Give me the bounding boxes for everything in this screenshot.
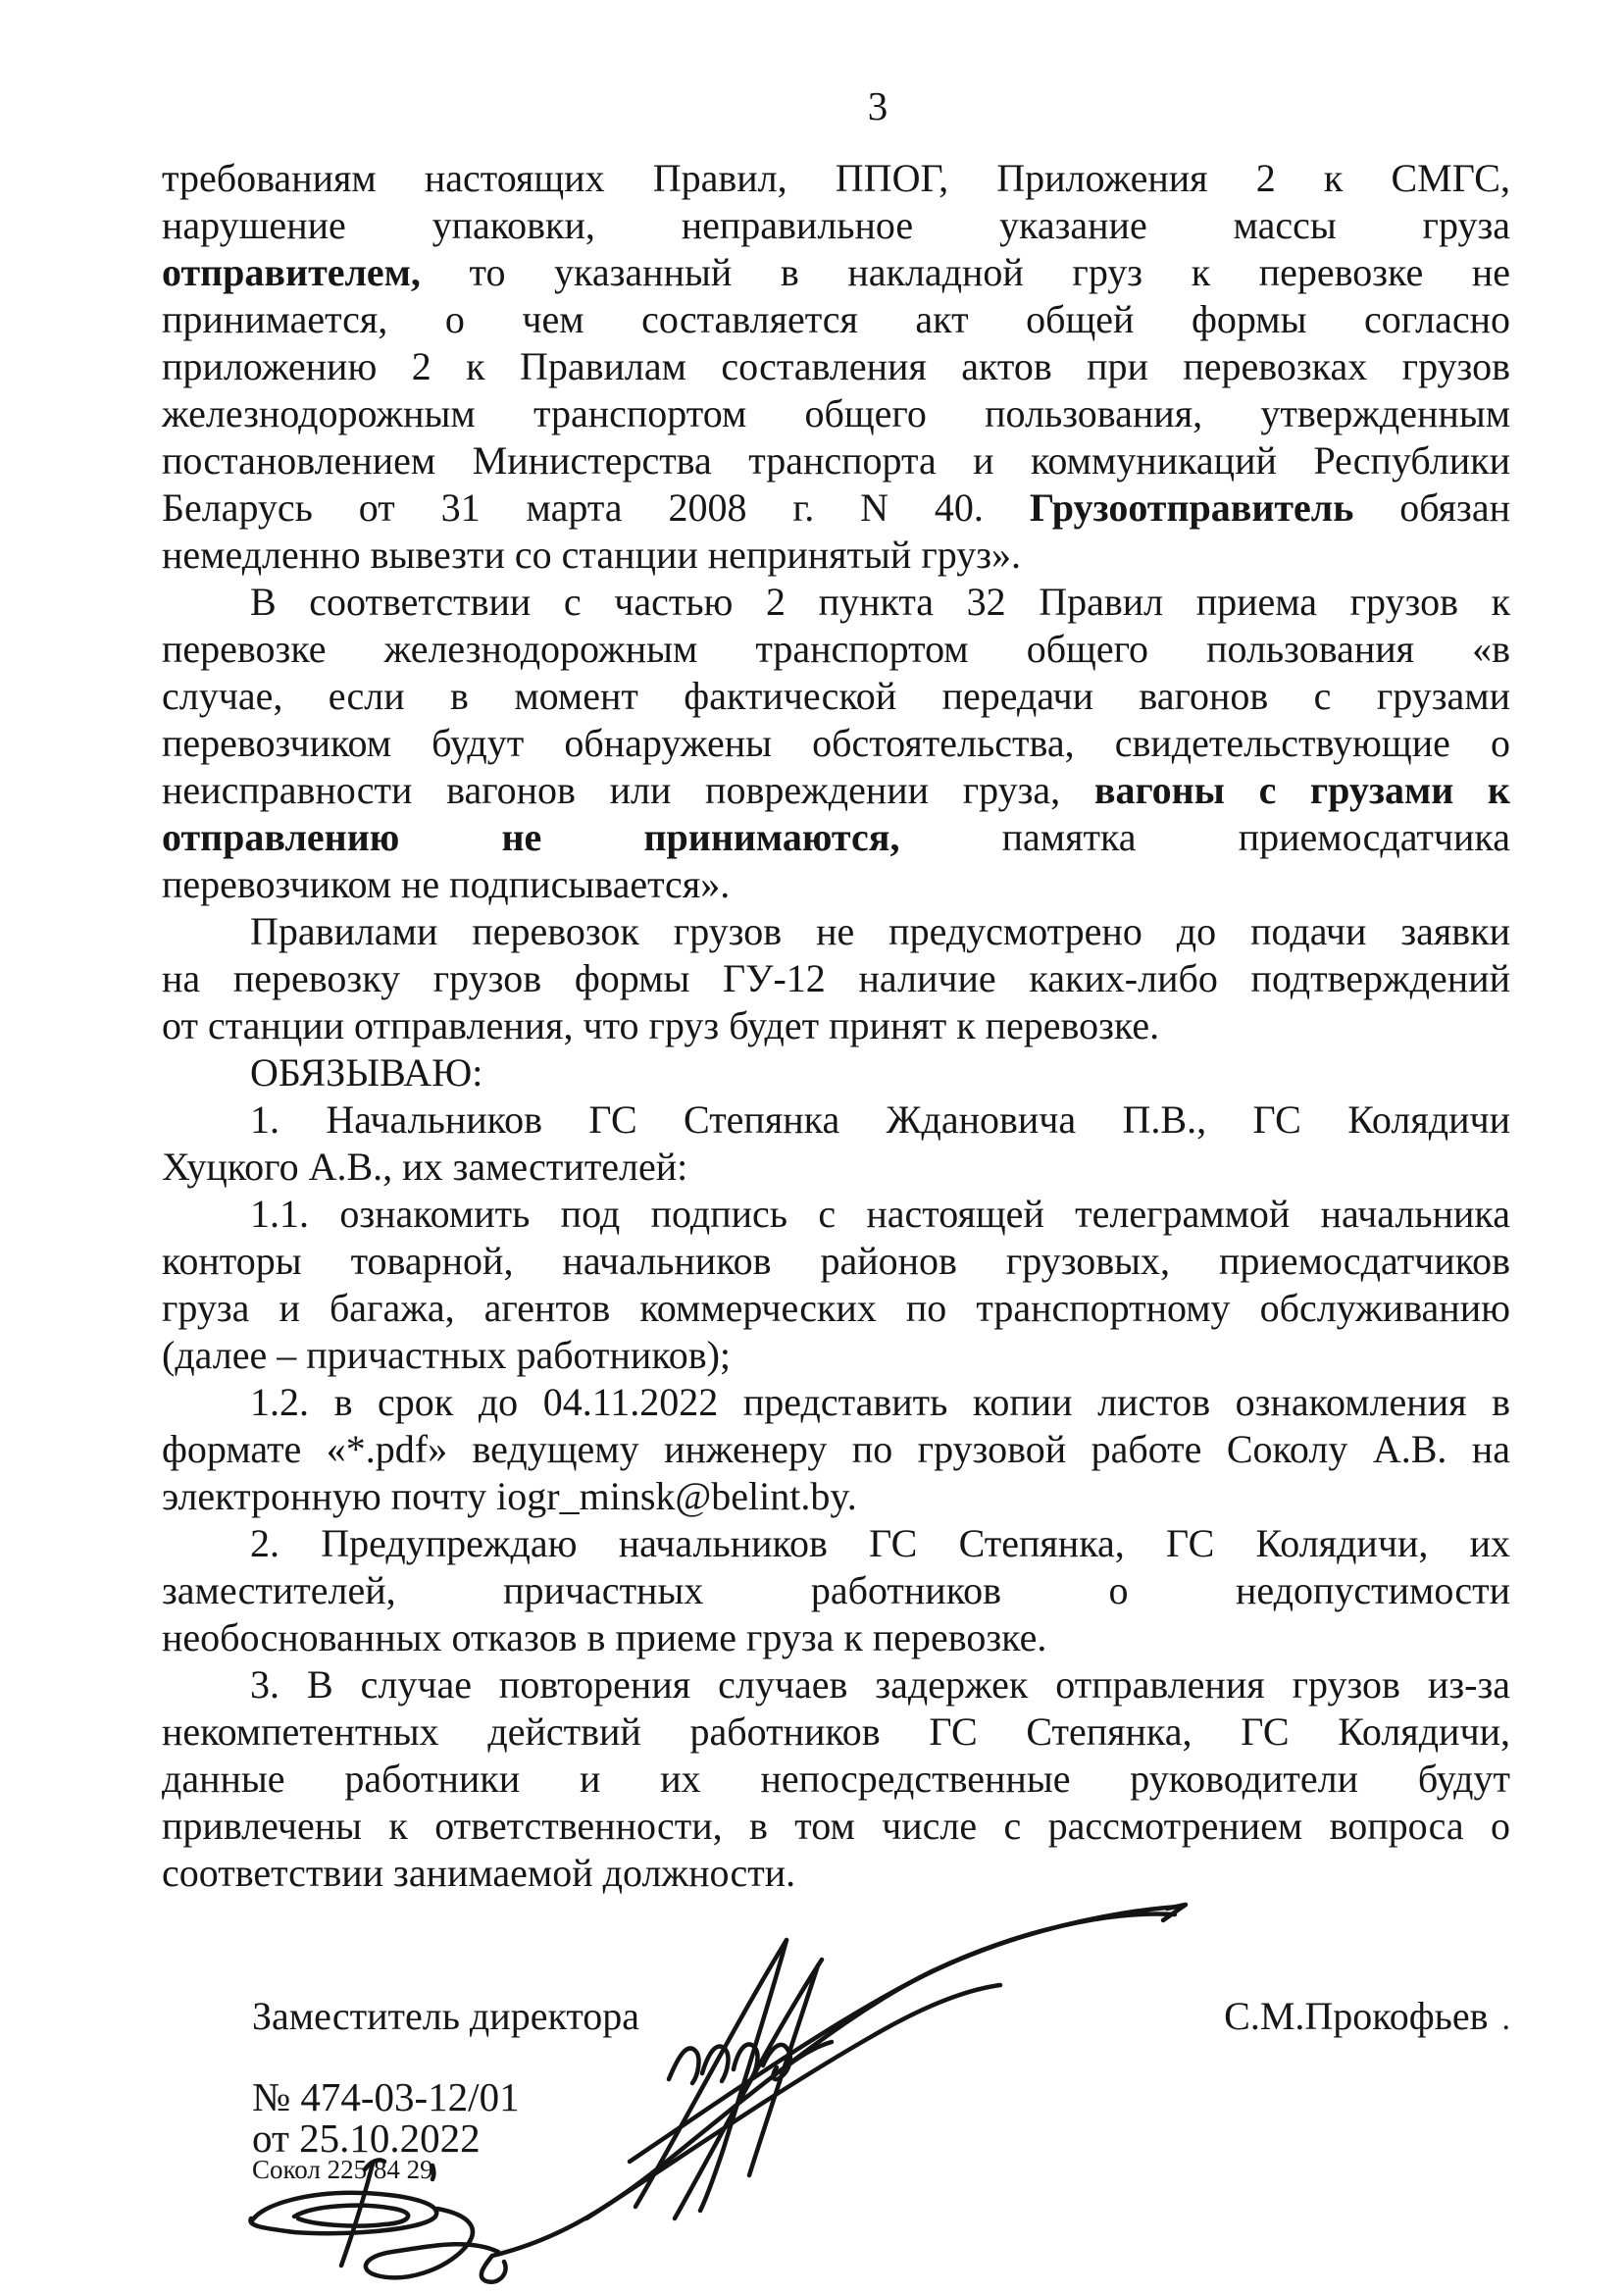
text-line xyxy=(162,908,1510,955)
text-segment: необоснованных отказов в приеме груза к перевозке. xyxy=(162,1615,1047,1659)
text-segment: обязан xyxy=(1353,485,1510,530)
text-segment: нарушение упаковки, неправильное указание массы груза xyxy=(162,203,1510,247)
text-segment: формате «*.pdf» ведущему инженеру по грузовой работе Соколу А.В. на xyxy=(162,1427,1510,1471)
text-segment: от станции отправления, что груз будет принят к перевозке. xyxy=(162,1003,1160,1047)
text-line xyxy=(162,955,1510,1002)
text-line xyxy=(162,626,1510,673)
text-segment: постановлением Министерства транспорта и коммуникаций Республики xyxy=(162,438,1510,483)
text-line xyxy=(162,579,1510,626)
text-line xyxy=(162,390,1510,437)
text-line xyxy=(162,1379,1510,1426)
text-line xyxy=(162,296,1510,343)
text-line xyxy=(162,720,1510,767)
text-line xyxy=(162,1238,1510,1285)
text-segment: данные работники и их непосредственные руководители будут xyxy=(162,1757,1510,1801)
text-line xyxy=(162,1332,1510,1379)
stray-mark: . xyxy=(1501,2001,1510,2037)
text-line xyxy=(162,673,1510,720)
signer-name-group xyxy=(1224,1993,1510,2043)
text-segment: 3. В случае повторения случаев задержек отправления грузов из-за xyxy=(250,1662,1510,1707)
text-line xyxy=(162,1756,1510,1803)
text-segment: приложению 2 к Правилам составления актов при перевозках грузов xyxy=(162,344,1510,388)
text-line xyxy=(162,1803,1510,1850)
text-segment: привлечены к ответственности, в том числе с рассмотрением вопроса о xyxy=(162,1804,1510,1848)
text-segment: 2. Предупреждаю начальников ГС Степянка, ГС Колядичи, их xyxy=(250,1521,1510,1565)
text-segment: случае, если в момент фактической передачи вагонов с грузами xyxy=(162,674,1510,718)
text-line xyxy=(162,155,1510,202)
text-segment-bold: Грузоотправитель xyxy=(1029,485,1354,530)
document-body xyxy=(162,155,1510,1897)
text-segment: неисправности вагонов или повреждении груза, xyxy=(162,768,1094,812)
text-line xyxy=(162,1850,1510,1897)
text-segment: перевозчиком будут обнаружены обстоятельства, свидетельствующие о xyxy=(162,721,1510,765)
text-line xyxy=(162,1661,1510,1708)
text-segment: то указанный в накладной груз к перевозке не xyxy=(420,250,1510,294)
text-segment: 1.2. в срок до 04.11.2022 представить копии листов ознакомления в xyxy=(250,1380,1510,1424)
text-line xyxy=(162,1049,1510,1096)
text-line xyxy=(162,1002,1510,1049)
page-number: 3 xyxy=(867,83,888,128)
text-segment: на перевозку грузов формы ГУ-12 наличие каких-либо подтверждений xyxy=(162,956,1510,1000)
text-line xyxy=(162,1708,1510,1756)
text-segment: требованиям настоящих Правил, ППОГ, Приложения 2 к СМГС, xyxy=(162,156,1510,200)
text-segment: перевозчиком не подписывается». xyxy=(162,862,731,906)
signer-position-title: Заместитель директора xyxy=(252,1994,640,2038)
text-segment: соответствии занимаемой должности. xyxy=(162,1851,796,1895)
text-segment: ОБЯЗЫВАЮ: xyxy=(250,1050,483,1095)
text-line xyxy=(162,484,1510,532)
text-line xyxy=(162,1473,1510,1520)
document-date: от 25.10.2022 xyxy=(252,2116,481,2161)
text-segment: 1.1. ознакомить под подпись с настоящей телеграммой начальника xyxy=(250,1192,1510,1236)
text-segment: Правилами перевозок грузов не предусмотрено до подачи заявки xyxy=(250,909,1510,953)
text-segment: перевозке железнодорожным транспортом общего пользования «в xyxy=(162,627,1510,671)
text-line xyxy=(162,437,1510,484)
signer-name: С.М.Прокофьев xyxy=(1224,1994,1489,2038)
text-segment: конторы товарной, начальников районов грузовых, приемосдатчиков xyxy=(162,1239,1510,1283)
text-segment: В соответствии с частью 2 пункта 32 Правил приема грузов к xyxy=(250,580,1510,624)
text-segment: принимается, о чем составляется акт общей формы согласно xyxy=(162,297,1510,341)
text-segment-bold: вагоны с грузами к xyxy=(1093,768,1510,812)
text-line xyxy=(162,1285,1510,1332)
text-segment: 1. Начальников ГС Степянка Ждановича П.В., ГС Колядичи xyxy=(250,1097,1510,1142)
text-segment: заместителей, причастных работников о недопустимости xyxy=(162,1568,1510,1612)
text-line xyxy=(162,861,1510,908)
text-line xyxy=(162,343,1510,390)
text-line xyxy=(162,814,1510,861)
text-segment: Хуцкого А.В., их заместителей: xyxy=(162,1145,688,1189)
text-line xyxy=(162,1096,1510,1144)
text-segment: немедленно вывезти со станции непринятый груз». xyxy=(162,533,1021,577)
text-segment: (далее – причастных работников); xyxy=(162,1333,732,1377)
text-line xyxy=(162,532,1510,579)
text-line xyxy=(162,1144,1510,1191)
text-segment: Беларусь от 31 марта 2008 г. N 40. xyxy=(162,485,1030,530)
text-segment-bold: отправлению не принимаются, xyxy=(162,815,900,859)
text-segment: памятка приемосдатчика xyxy=(899,815,1510,859)
executor-contact: Сокол 225 84 29 xyxy=(252,2155,433,2184)
text-line xyxy=(162,202,1510,249)
text-segment: электронную почту iogr_minsk@belint.by. xyxy=(162,1474,857,1518)
document-number: № 474-03-12/01 xyxy=(252,2074,520,2119)
text-line xyxy=(162,1520,1510,1567)
text-line xyxy=(162,249,1510,296)
text-line xyxy=(162,767,1510,814)
text-line xyxy=(162,1614,1510,1661)
text-line xyxy=(162,1426,1510,1473)
text-segment-bold: отправителем, xyxy=(162,250,421,294)
text-line xyxy=(162,1567,1510,1614)
main-signature xyxy=(482,1905,1186,2282)
text-segment: некомпетентных действий работников ГС Степянка, ГС Колядичи, xyxy=(162,1709,1510,1754)
text-segment: груза и багажа, агентов коммерческих по транспортному обслуживанию xyxy=(162,1286,1510,1330)
text-segment: железнодорожным транспортом общего пользования, утвержденным xyxy=(162,391,1510,435)
text-line xyxy=(162,1191,1510,1238)
signature-row xyxy=(162,1993,1510,2043)
